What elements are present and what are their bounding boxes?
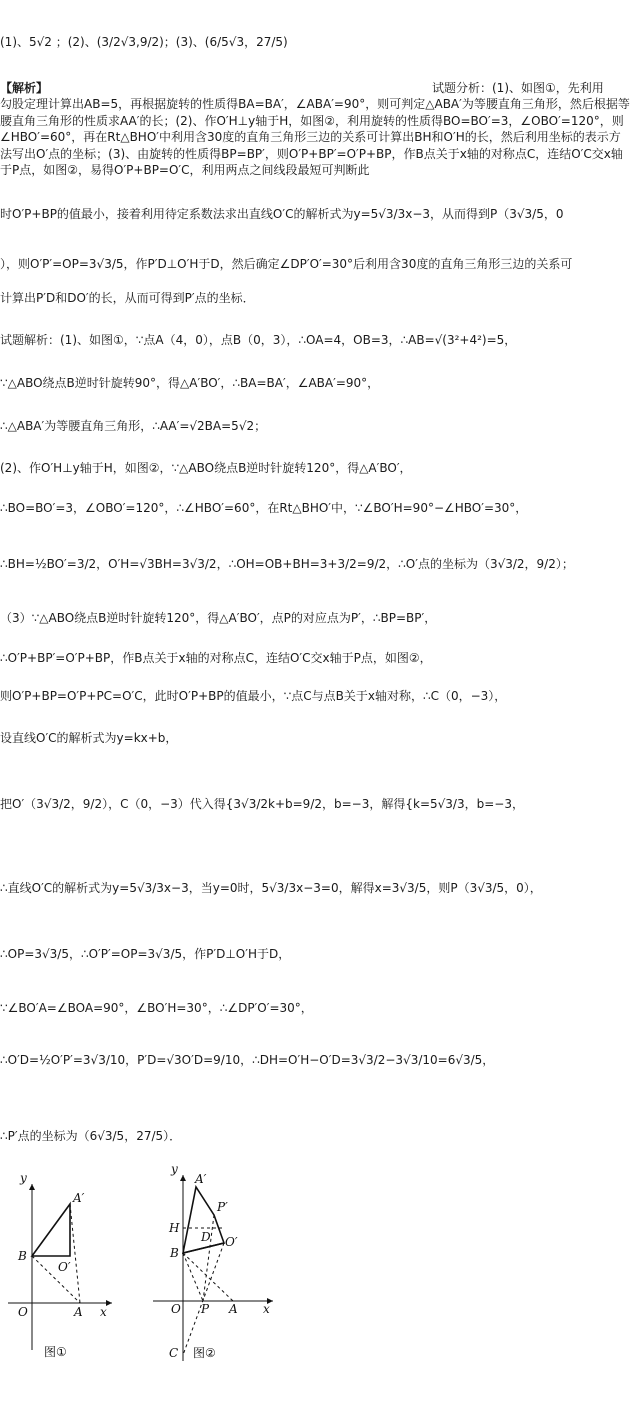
label-b: B <box>18 1249 27 1263</box>
label-a: A <box>74 1305 83 1319</box>
label-b: B <box>170 1246 179 1260</box>
figure-1 <box>0 1170 125 1365</box>
figure-2 <box>145 1165 285 1370</box>
solution-line: ∴△ABA′为等腰直角三角形，∴AA′=√2BA=5√2； <box>0 419 267 433</box>
figure-1-caption: 图① <box>44 1345 67 1359</box>
label-p: P <box>201 1302 210 1316</box>
x-arrow-icon <box>106 1300 112 1306</box>
analysis-line-a: 时O′P+BP的值最小，接着利用待定系数法求出直线O′C的解析式为y=5√3/3x−3，从而得到P（3√3/5，0 <box>0 207 564 221</box>
segment-a-prime-a <box>70 1204 80 1303</box>
label-y: y <box>171 1165 178 1176</box>
solution-line: ∴BH=½BO′=3/2，O′H=√3BH=3√3/2，∴OH=OB+BH=3+3/2=9/2，∴O′点的坐标为（3√3/2，9/2）； <box>0 557 574 571</box>
label-y: y <box>20 1171 27 1185</box>
solution-line: ∴P′点的坐标为（6√3/5，27/5）． <box>0 1129 182 1143</box>
solution-line: 则O′P+BP=O′P+PC=O′C，此时O′P+BP的值最小，∵点C与点B关于x轴对称，∴C（0，−3）， <box>0 689 507 703</box>
segment-ba <box>32 1256 80 1303</box>
solution-line: ∴BO=BO′=3，∠OBO′=120°，∴∠HBO′=60°，在Rt△BHO′中，∵∠BO′H=90°−∠HBO′=30°， <box>0 501 528 515</box>
solution-line: ∵∠BO′A=∠BOA=90°，∠BO′H=30°，∴∠DP′O′=30°， <box>0 1001 313 1015</box>
label-o: O <box>18 1305 28 1319</box>
solution-line: 设直线O′C的解析式为y=kx+b， <box>0 731 178 745</box>
solution-line: ∴OP=3√3/5，∴O′P′=OP=3√3/5，作P′D⊥O′H于D， <box>0 947 291 961</box>
label-c: C <box>169 1346 179 1360</box>
label-o-prime: O′ <box>58 1260 71 1274</box>
segment-ba <box>183 1253 233 1301</box>
solution-line: 试题解析：(1)、如图①，∵点A（4，0），点B（0，3），∴OA=4，OB=3，∴AB=√(3²+4²)=5， <box>0 333 517 347</box>
label-o-prime: O′ <box>225 1235 238 1249</box>
analysis-line-c: 计算出P′D和DO′的长，从而可得到P′点的坐标． <box>0 291 255 305</box>
y-arrow-icon <box>29 1184 35 1190</box>
analysis-first-line-tail: 试题分析：(1)、如图①，先利用 <box>432 81 604 95</box>
solution-line: ∴直线O′C的解析式为y=5√3/3x−3，当y=0时，5√3/3x−3=0，解得x=3√3/5，则P（3√3/5，0）， <box>0 881 542 895</box>
solution-line: 把O′（3√3/2，9/2），C（0，−3）代入得{3√3/2k+b=9/2，b=−3，解得{k=5√3/3，b=−3， <box>0 797 524 811</box>
answer-line: (1)、5√2 ；(2)、(3/2√3,9/2)；(3)、(6/5√3，27/5) <box>0 35 288 49</box>
segment-bo-prime <box>183 1243 224 1253</box>
analysis-heading: 【解析】 <box>0 81 49 95</box>
label-o: O <box>171 1302 181 1316</box>
figure-2-caption: 图② <box>193 1346 216 1360</box>
label-x: x <box>100 1305 107 1319</box>
solution-line: （3）∵△ABO绕点B逆时针旋转120°，得△A′BO′，点P的对应点为P′，∴BP=BP′， <box>0 611 437 625</box>
solution-line: ∴O′D=½O′P′=3√3/10，P′D=√3O′D=9/10，∴DH=O′H−O′D=3√3/2−3√3/10=6√3/5， <box>0 1053 495 1067</box>
solution-line: (2)、作O′H⊥y轴于H，如图②，∵△ABO绕点B逆时针旋转120°，得△A′BO′， <box>0 461 412 475</box>
analysis-paragraph: 勾股定理计算出AB=5，再根据旋转的性质得BA=BA′，∠ABA′=90°，则可判定△ABA′为等腰直角三角形，然后根据等腰直角三角形的性质求AA′的长；(2)、作O′H⊥y轴于H，如图②，利用旋转的性质得BO=BO′=3，∠OBO′=120°，则∠HBO′=60°，再在Rt△BHO′中利用含30度的直角三角形三边的关系可计算出BH和O′H的长，然后利用坐标的表示方法写出O′点的坐标；(3)、由旋转的性质得BP=BP′，则O′P+BP′=O′P+BP，作B点关于x轴的对称点C，连结O′C交x轴于P点，如图②，易得O′P+BP=O′C，利用两点之间线段最短可判断此 <box>0 97 630 177</box>
label-p-prime: P′ <box>217 1200 228 1214</box>
label-a-prime: A′ <box>73 1191 85 1205</box>
label-a: A <box>229 1302 238 1316</box>
analysis-line-b: ），则O′P′=OP=3√3/5，作P′D⊥O′H于D，然后确定∠DP′O′=30°后利用含30度的直角三角形三边的关系可 <box>0 257 573 271</box>
label-d: D <box>201 1230 211 1244</box>
label-a-prime: A′ <box>195 1172 207 1186</box>
solution-line: ∵△ABO绕点B逆时针旋转90°，得△A′BO′，∴BA=BA′，∠ABA′=90°， <box>0 376 380 390</box>
triangle-a-prime-b-o-prime <box>32 1204 70 1256</box>
label-h: H <box>169 1221 180 1235</box>
segment-bp <box>183 1253 203 1301</box>
label-x: x <box>263 1302 270 1316</box>
solution-line: ∴O′P+BP′=O′P+BP，作B点关于x轴的对称点C，连结O′C交x轴于P点，如图②， <box>0 651 432 665</box>
y-arrow-icon <box>180 1175 186 1181</box>
